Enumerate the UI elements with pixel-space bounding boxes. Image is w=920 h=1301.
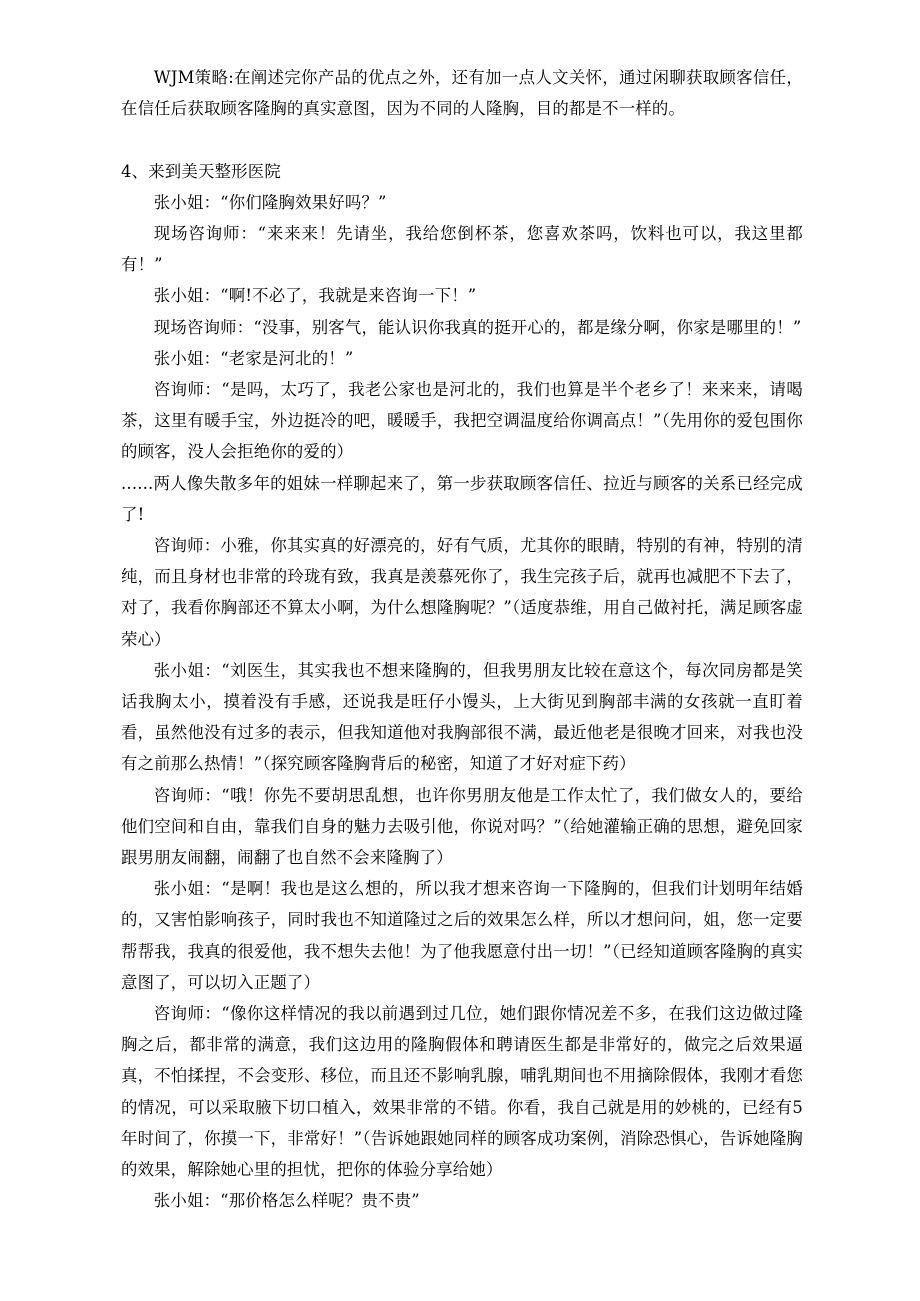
dialogue-paragraph: 张小姐：“啊!不必了，我就是来咨询一下！” bbox=[153, 286, 477, 306]
narration-paragraph: ......两人像失散多年的姐妹一样聊起来了，第一步获取顾客信任、拉近与顾客的关系已经完成了! bbox=[121, 473, 803, 524]
blank-line bbox=[121, 124, 803, 155]
dialogue-paragraph: 现场咨询师：“来来来！先请坐，我给您倒杯茶，您喜欢茶吗，饮料也可以，我这里都有！” bbox=[121, 224, 803, 275]
dialogue-paragraph: 张小姐：“刘医生，其实我也不想来隆胸的，但我男朋友比较在意这个，每次同房都是笑话我胸太小，摸着没有手感，还说我是旺仔小馒头，上大街见到胸部丰满的女孩就一直盯着看，虽然他没有过多的表示，但我知道他对我胸部很不满，最近他老是很晚才回来，对我也没有之前那么热情！”（探究顾客隆胸背后的秘密，知道了才好对症下药） bbox=[121, 660, 803, 774]
dialogue-paragraph: 咨询师：小雅，你其实真的好漂亮的，好有气质，尤其你的眼睛，特别的有神，特别的清纯，而且身材也非常的玲珑有致，我真是羡慕死你了，我生完孩子后，就再也减肥不下去了，对了，我看你胸部还不算太小啊，为什么想隆胸呢？”（适度恭维，用自己做衬托，满足顾客虚荣心） bbox=[121, 536, 803, 649]
document-page bbox=[121, 62, 803, 1217]
dialogue-paragraph: 张小姐：“你们隆胸效果好吗？” bbox=[153, 192, 387, 212]
dialogue-paragraph: 张小姐：“老家是河北的！” bbox=[153, 348, 354, 368]
section-heading: 4、来到美天整形医院 bbox=[121, 161, 281, 181]
dialogue-paragraph: 咨询师：“是吗，太巧了，我老公家也是河北的，我们也算是半个老乡了！来来来，请喝茶，这里有暖手宝，外边挺冷的吧，暖暖手，我把空调温度给你调高点！”（先用你的爱包围你的顾客，没人会拒绝你的爱的） bbox=[121, 380, 803, 462]
dialogue-paragraph: 张小姐：“是啊！我也是这么想的，所以我才想来咨询一下隆胸的，但我们计划明年结婚的，又害怕影响孩子，同时我也不知道隆过之后的效果怎么样，所以才想问问，姐，您一定要帮帮我，我真的很爱他，我不想失去他！为了他我愿意付出一切！”（已经知道顾客隆胸的真实意图了，可以切入正题了） bbox=[121, 879, 803, 992]
strategy-paragraph: WJM策略:在阐述完你产品的优点之外，还有加一点人文关怀，通过闲聊获取顾客信任，在信任后获取顾客隆胸的真实意图，因为不同的人隆胸，目的都是不一样的。 bbox=[121, 68, 803, 119]
dialogue-paragraph: 张小姐：“那价格怎么样呢？贵不贵” bbox=[153, 1191, 420, 1211]
dialogue-paragraph: 咨询师：“像你这样情况的我以前遇到过几位，她们跟你情况差不多，在我们这边做过隆胸之后，都非常的满意，我们这边用的隆胸假体和聘请医生都是非常好的，做完之后效果逼真，不怕揉捏，不会变形、移位，而且还不影响乳腺，哺乳期间也不用摘除假体，我刚才看您的情况，可以采取腋下切口植入，效果非常的不错。你看，我自己就是用的妙桃的，已经有5年时间了，你摸一下，非常好！”（告诉她跟她同样的顾客成功案例，消除恐惧心，告诉她隆胸的效果，解除她心里的担忧，把你的体验分享给她） bbox=[121, 1004, 803, 1180]
dialogue-paragraph: 咨询师：“哦！你先不要胡思乱想，也许你男朋友他是工作太忙了，我们做女人的，要给他们空间和自由，靠我们自身的魅力去吸引他，你说对吗？”（给她灌输正确的思想，避免回家跟男朋友闹翻，闹翻了也自然不会来隆胸了） bbox=[121, 785, 803, 868]
dialogue-paragraph: 现场咨询师：“没事，别客气，能认识你我真的挺开心的，都是缘分啊，你家是哪里的！” bbox=[153, 317, 802, 337]
